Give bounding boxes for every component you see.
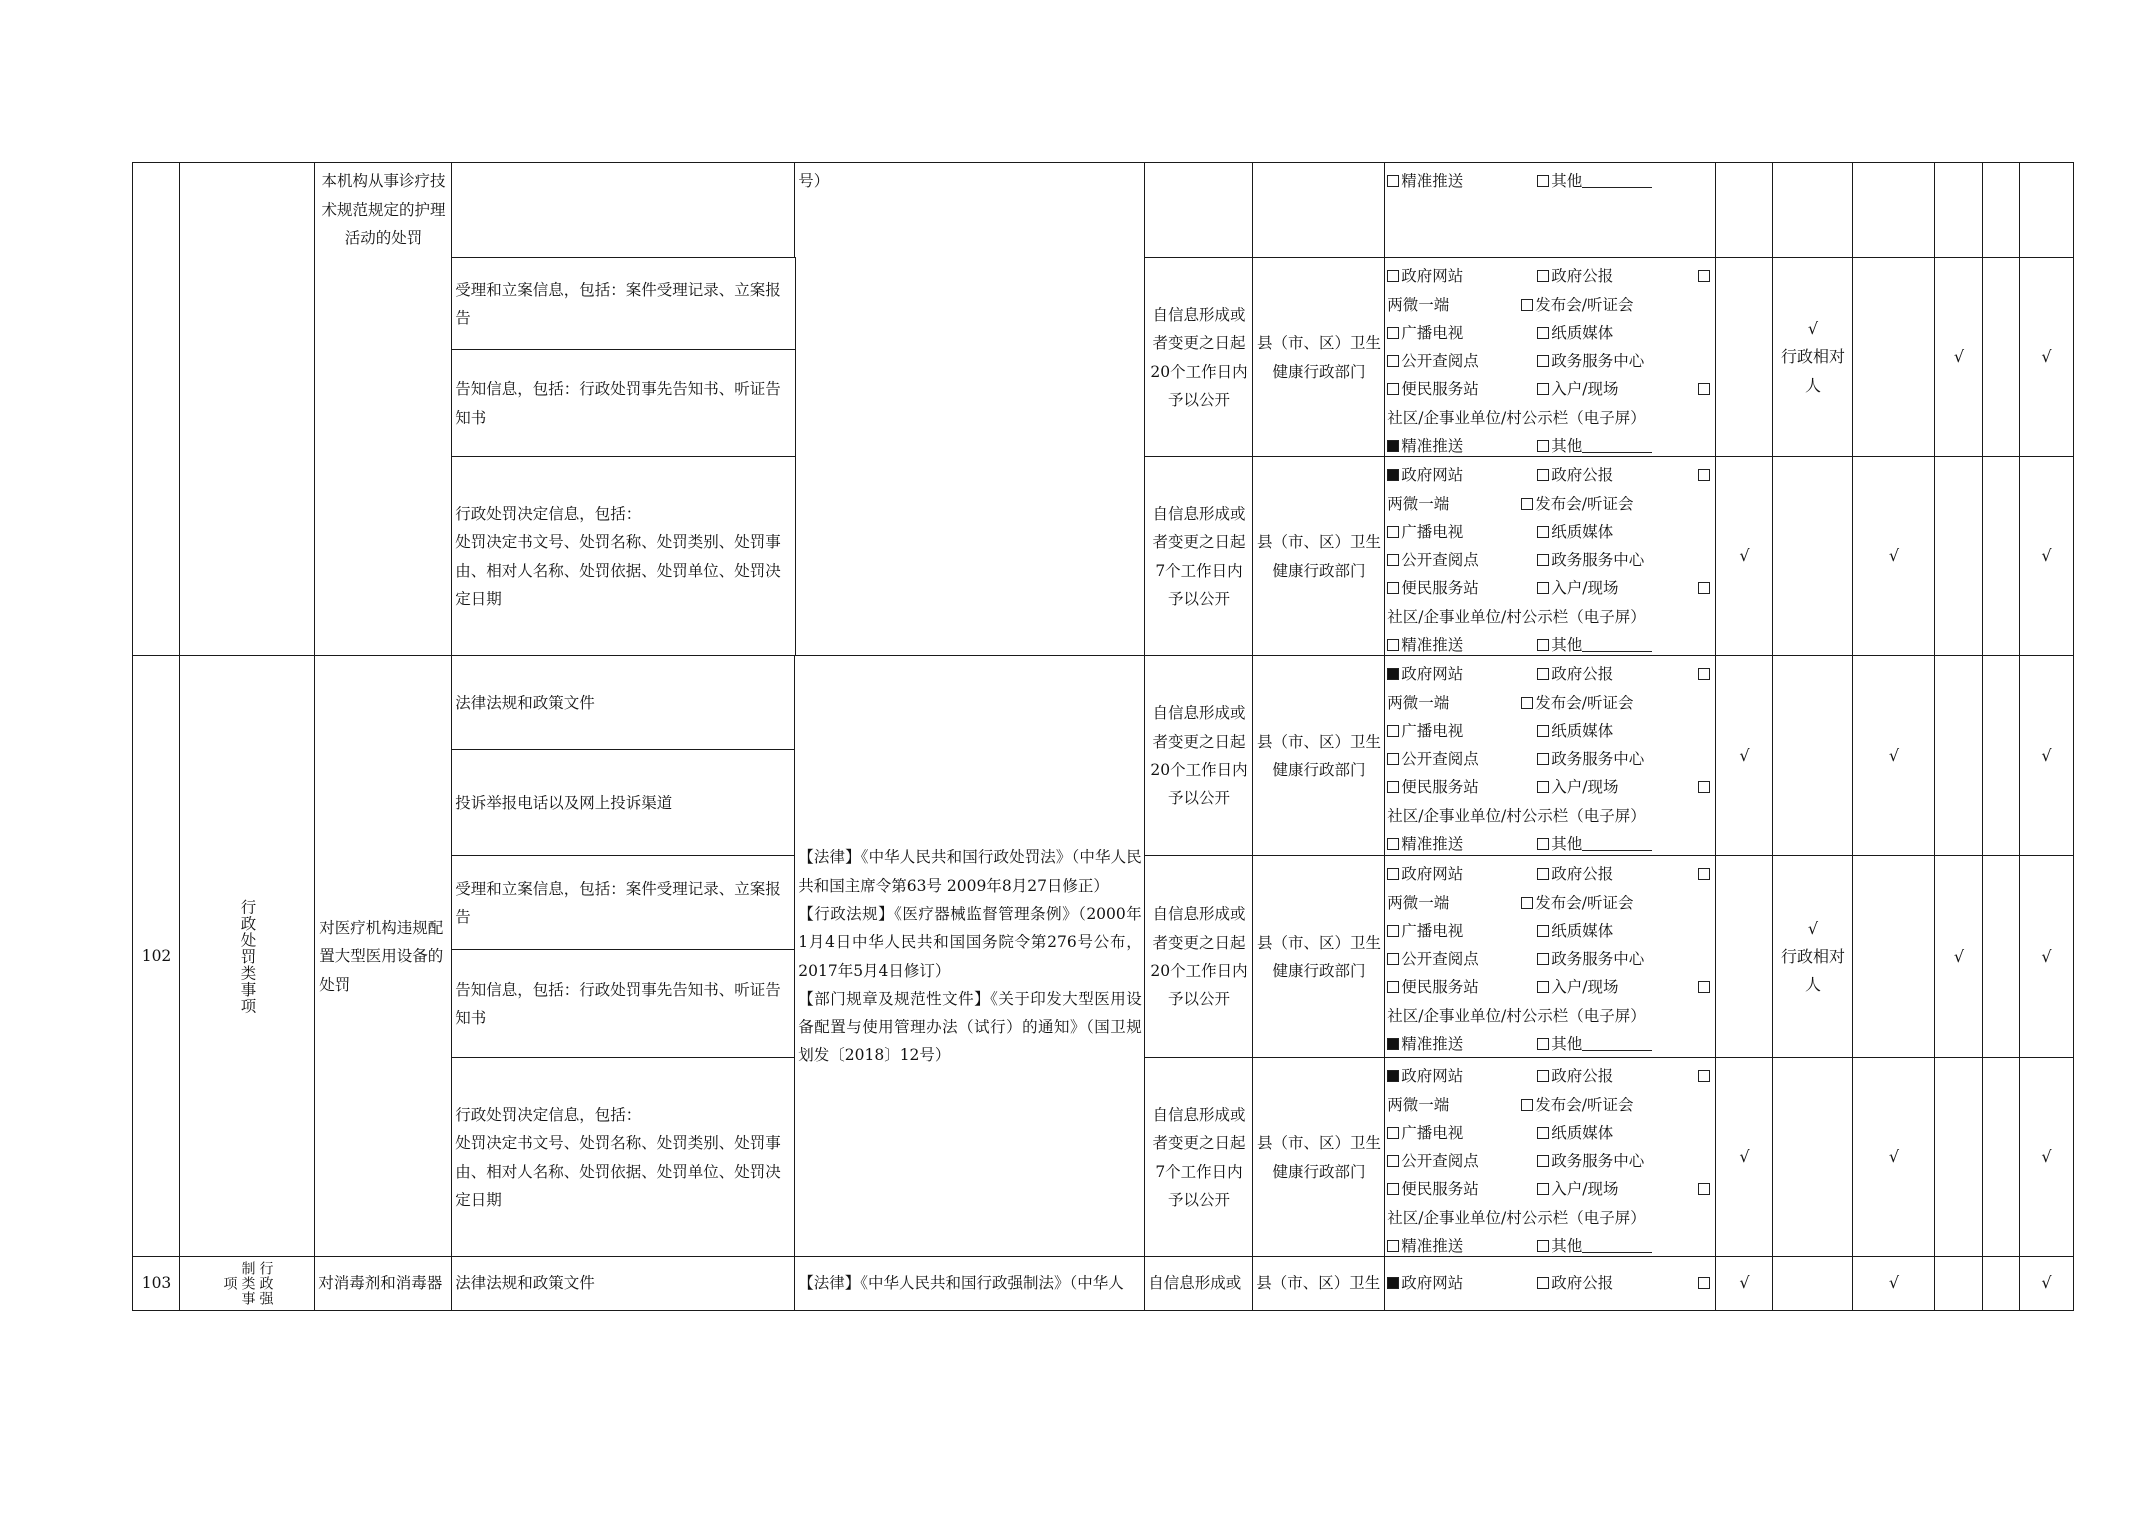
r102-g2-check-col-3	[1852, 1057, 1936, 1258]
label-board: 社区/企事业单位/村公示栏（电子屏）	[1387, 1006, 1646, 1025]
checkbox-press[interactable]	[1521, 697, 1533, 709]
r103-check-col-3	[1852, 1256, 1936, 1311]
checkbox-service-center[interactable]	[1537, 953, 1549, 965]
prev-channel-cell-0	[1384, 162, 1717, 259]
r102-g0-check-col-5	[1982, 655, 2021, 857]
label-broadcast: 广播电视	[1401, 522, 1464, 541]
label-broadcast: 广播电视	[1401, 721, 1464, 740]
label-website: 政府网站	[1401, 1274, 1464, 1293]
prev-content-cell-3	[451, 456, 796, 657]
prev-subject-cell-b	[1252, 456, 1386, 657]
checkbox-broadcast[interactable]	[1387, 327, 1399, 339]
label-gazette: 政府公报	[1551, 267, 1614, 286]
label-paper: 纸质媒体	[1551, 721, 1614, 740]
r102-g1-check-col-1	[1715, 855, 1774, 1059]
r103-check-col-2	[1772, 1256, 1854, 1311]
r102-time-cell-0	[1144, 655, 1254, 857]
prev-rb-check-col-5	[1982, 456, 2021, 657]
r102-content-cell-1	[451, 749, 796, 857]
label-wechat: 两微一端	[1387, 295, 1450, 314]
label-visit: 入户/现场	[1551, 778, 1619, 797]
r102-g0-check-col-3	[1852, 655, 1936, 857]
checkbox-service-center[interactable]	[1537, 1155, 1549, 1167]
checkbox-website[interactable]	[1387, 469, 1399, 481]
label-website: 政府网站	[1401, 865, 1464, 884]
prev-r0-check-col-6	[2019, 162, 2074, 259]
checkbox-gazette[interactable]	[1537, 469, 1549, 481]
checkbox-broadcast[interactable]	[1387, 1127, 1399, 1139]
checkbox-wechat[interactable]	[1698, 270, 1710, 282]
checkbox-reading[interactable]	[1387, 753, 1399, 765]
other-blank-line[interactable]	[1582, 637, 1652, 652]
checkbox-visit[interactable]	[1537, 781, 1549, 793]
r102-channel-cell-0	[1384, 655, 1717, 857]
check-mark: √	[2041, 546, 2052, 566]
check-mark: √	[1888, 745, 1900, 765]
checkbox-convenience[interactable]	[1387, 1183, 1399, 1195]
checkbox-push[interactable]	[1387, 1038, 1399, 1050]
check-mark: √	[1739, 1273, 1750, 1293]
r103-item-name-cell	[314, 1256, 453, 1311]
check-mark: √	[1739, 546, 1750, 566]
checkbox-push[interactable]	[1387, 1240, 1399, 1252]
checkbox-other[interactable]	[1537, 1038, 1549, 1050]
prev-subject-cell-0	[1252, 162, 1386, 259]
publish-channel-list	[1385, 163, 1716, 258]
checkbox-service-center[interactable]	[1537, 355, 1549, 367]
checkbox-broadcast[interactable]	[1387, 725, 1399, 737]
r102-seq-cell	[132, 655, 181, 1258]
r102-content-cell-0	[451, 655, 796, 751]
prev-ra-check-col-1	[1715, 257, 1774, 458]
prev-r0-check-col-1	[1715, 162, 1774, 259]
r102-g0-check-col-4	[1934, 655, 1984, 857]
r102-g1-check-col-2	[1772, 855, 1854, 1059]
label-reading: 公开查阅点	[1401, 950, 1479, 969]
checkbox-convenience[interactable]	[1387, 582, 1399, 594]
other-blank-line[interactable]	[1582, 836, 1652, 851]
check-mark: √	[2041, 347, 2052, 367]
checkbox-reading[interactable]	[1387, 1155, 1399, 1167]
label-press: 发布会/听证会	[1535, 295, 1634, 314]
prev-r0-check-col-5	[1982, 162, 2021, 259]
r102-g1-check-col-5	[1982, 855, 2021, 1059]
checkbox-service-center[interactable]	[1537, 753, 1549, 765]
label-push: 精准推送	[1401, 835, 1464, 854]
checkbox-wechat[interactable]	[1698, 1070, 1710, 1082]
item-name: 对消毒剂和消毒器	[318, 1274, 443, 1293]
r102-basis-cell	[794, 655, 1146, 1258]
label-push: 精准推送	[1401, 636, 1464, 655]
r102-channel-cell-1	[1384, 855, 1717, 1059]
prev-time-cell-a	[1144, 257, 1254, 458]
check-mark: √ 行政相对人	[1780, 918, 1845, 995]
r102-subject-cell-1	[1252, 855, 1386, 1059]
r103-seq-cell	[132, 1256, 181, 1311]
disclosure-time: 自信息形成或者变更之日起7个工作日内予以公开	[1152, 1105, 1246, 1209]
checkbox-wechat[interactable]	[1698, 868, 1710, 880]
r102-g0-check-col-6	[2019, 655, 2074, 857]
publish-channel-list	[1385, 1257, 1716, 1310]
checkbox-website[interactable]	[1387, 668, 1399, 680]
checkbox-service-center[interactable]	[1537, 554, 1549, 566]
r103-check-col-1	[1715, 1256, 1774, 1311]
r103-channel-cell	[1384, 1256, 1717, 1311]
prev-rb-check-col-1	[1715, 456, 1774, 657]
prev-ra-check-col-4	[1934, 257, 1984, 458]
label-service-center: 政务服务中心	[1551, 551, 1645, 570]
other-blank-line[interactable]	[1582, 1238, 1652, 1253]
label-website: 政府网站	[1401, 466, 1464, 485]
label-board: 社区/企事业单位/村公示栏（电子屏）	[1387, 408, 1646, 427]
label-reading: 公开查阅点	[1401, 352, 1479, 371]
check-mark: √	[2041, 946, 2052, 966]
r102-channel-cell-2	[1384, 1057, 1717, 1258]
label-wechat: 两微一端	[1387, 1095, 1450, 1114]
checkbox-press[interactable]	[1521, 299, 1533, 311]
checkbox-broadcast[interactable]	[1387, 526, 1399, 538]
checkbox-paper[interactable]	[1537, 925, 1549, 937]
checkbox-reading[interactable]	[1387, 355, 1399, 367]
r103-content-cell	[451, 1256, 796, 1311]
legal-basis: 【法律】《中华人民共和国行政处罚法》（中华人民共和国主席令第63号 2009年8月27日修正） 【行政法规】《医疗器械监督管理条例》（2000年1月4日中华人民共和国国务院令第276号公布，2017年5月4日修订） 【部门规章及规范性文件】《关于印发大型医用设备配置与使用管理办法（试行）的通知》（国卫规划发〔2018〕12号）	[798, 848, 1142, 1065]
checkbox-other[interactable]	[1537, 440, 1549, 452]
r102-g0-check-col-1	[1715, 655, 1774, 857]
other-blank-line[interactable]	[1582, 438, 1652, 453]
disclosure-content: 受理和立案信息，包括：案件受理记录、立案报告	[455, 879, 781, 926]
prev-ra-check-col-5	[1982, 257, 2021, 458]
checkbox-paper[interactable]	[1537, 526, 1549, 538]
disclosure-content: 受理和立案信息，包括：案件受理记录、立案报告	[455, 280, 781, 327]
r103-basis-cell	[794, 1256, 1146, 1311]
r103-subject-cell	[1252, 1256, 1386, 1311]
r103-category-cell	[179, 1256, 316, 1311]
label-board: 社区/企事业单位/村公示栏（电子屏）	[1387, 806, 1646, 825]
label-paper: 纸质媒体	[1551, 921, 1614, 940]
label-paper: 纸质媒体	[1551, 323, 1614, 342]
label-press: 发布会/听证会	[1535, 693, 1634, 712]
prev-subject-cell-a	[1252, 257, 1386, 458]
label-service-center: 政务服务中心	[1551, 750, 1645, 769]
checkbox-board[interactable]	[1698, 981, 1710, 993]
disclosure-content: 投诉举报电话以及网上投诉渠道	[455, 793, 673, 812]
disclosure-content: 法律法规和政策文件	[455, 1274, 595, 1293]
checkbox-gazette[interactable]	[1537, 1070, 1549, 1082]
r102-g2-check-col-4	[1934, 1057, 1984, 1258]
label-other: 其他	[1551, 636, 1583, 655]
check-mark: √	[2041, 745, 2052, 765]
prev-basis-cell	[794, 162, 1146, 657]
checkbox-gazette[interactable]	[1537, 668, 1549, 680]
checkbox-website[interactable]	[1387, 1070, 1399, 1082]
prev-channel-cell-b	[1384, 456, 1717, 657]
checkbox-visit[interactable]	[1537, 582, 1549, 594]
checkbox-website[interactable]	[1387, 1277, 1399, 1289]
label-press: 发布会/听证会	[1535, 1095, 1634, 1114]
label-other: 其他	[1551, 172, 1583, 191]
check-mark: √	[1953, 946, 1965, 966]
check-mark: √	[1953, 347, 1965, 367]
r102-g1-check-col-6	[2019, 855, 2074, 1059]
checkbox-other[interactable]	[1537, 639, 1549, 651]
checkbox-push[interactable]	[1387, 639, 1399, 651]
check-mark: √	[2041, 1147, 2052, 1167]
checkbox-reading[interactable]	[1387, 953, 1399, 965]
prev-rb-check-col-6	[2019, 456, 2074, 657]
label-broadcast: 广播电视	[1401, 323, 1464, 342]
r102-g2-check-col-5	[1982, 1057, 2021, 1258]
checkbox-board[interactable]	[1698, 383, 1710, 395]
r102-time-cell-2	[1144, 1057, 1254, 1258]
prev-rb-check-col-2	[1772, 456, 1854, 657]
label-website: 政府网站	[1401, 267, 1464, 286]
checkbox-convenience[interactable]	[1387, 981, 1399, 993]
r103-check-col-6	[2019, 1256, 2074, 1311]
publish-channel-list	[1385, 258, 1716, 457]
r102-g0-check-col-2	[1772, 655, 1854, 857]
other-blank-line[interactable]	[1582, 173, 1652, 188]
checkbox-broadcast[interactable]	[1387, 925, 1399, 937]
disclosure-subject: 县（市、区）卫生健康行政部门	[1256, 533, 1381, 580]
item-category: 行政处罚类事项	[238, 898, 257, 1015]
checkbox-push[interactable]	[1387, 175, 1399, 187]
checkbox-press[interactable]	[1521, 498, 1533, 510]
checkbox-push[interactable]	[1387, 838, 1399, 850]
label-website: 政府网站	[1401, 665, 1464, 684]
prev-rb-check-col-4	[1934, 456, 1984, 657]
row-number: 103	[141, 1274, 172, 1293]
label-paper: 纸质媒体	[1551, 522, 1614, 541]
check-mark: √ 行政相对人	[1780, 319, 1845, 395]
label-convenience: 便民服务站	[1401, 1180, 1479, 1199]
label-push: 精准推送	[1401, 437, 1464, 456]
disclosure-time: 自信息形成或者变更之日起20个工作日内予以公开	[1150, 305, 1248, 409]
r102-g2-check-col-1	[1715, 1057, 1774, 1258]
check-mark: √	[1888, 1147, 1900, 1167]
item-category: 行政强制类事项	[221, 1261, 274, 1306]
label-convenience: 便民服务站	[1401, 380, 1479, 399]
prev-r0-check-col-3	[1852, 162, 1936, 259]
r102-subject-cell-2	[1252, 1057, 1386, 1258]
check-mark: √	[1888, 1273, 1900, 1293]
checkbox-reading[interactable]	[1387, 554, 1399, 566]
checkbox-other[interactable]	[1537, 838, 1549, 850]
prev-channel-cell-a	[1384, 257, 1717, 458]
disclosure-time: 自信息形成或者变更之日起20个工作日内予以公开	[1150, 704, 1248, 808]
label-service-center: 政务服务中心	[1551, 950, 1645, 969]
checkbox-gazette[interactable]	[1537, 270, 1549, 282]
disclosure-subject: 县（市、区）卫生健康行政部门	[1256, 1134, 1381, 1181]
disclosure-content: 告知信息，包括：行政处罚事先告知书、听证告知书	[455, 980, 781, 1027]
label-wechat: 两微一端	[1387, 693, 1450, 712]
r102-g1-check-col-3	[1852, 855, 1936, 1059]
prev-r0-check-col-2	[1772, 162, 1854, 259]
label-gazette: 政府公报	[1551, 1274, 1614, 1293]
label-convenience: 便民服务站	[1401, 579, 1479, 598]
label-press: 发布会/听证会	[1535, 893, 1634, 912]
prev-ra-check-col-2	[1772, 257, 1854, 458]
publish-channel-list	[1385, 856, 1716, 1058]
r102-item-name-cell	[314, 655, 453, 1258]
prev-content-cell-1	[451, 257, 796, 351]
disclosure-subject: 县（市、区）卫生健康行政部门	[1256, 732, 1381, 779]
r102-subject-cell-0	[1252, 655, 1386, 857]
label-visit: 入户/现场	[1551, 380, 1619, 399]
disclosure-subject: 县（市、区）卫生	[1256, 1274, 1381, 1293]
disclosure-time: 自信息形成或者变更之日起7个工作日内予以公开	[1152, 504, 1246, 608]
checkbox-website[interactable]	[1387, 868, 1399, 880]
check-mark: √	[2041, 1273, 2052, 1293]
disclosure-content: 告知信息，包括：行政处罚事先告知书、听证告知书	[455, 380, 781, 427]
prev-rb-check-col-3	[1852, 456, 1936, 657]
checkbox-other[interactable]	[1537, 1240, 1549, 1252]
label-push: 精准推送	[1401, 1237, 1464, 1256]
checkbox-website[interactable]	[1387, 270, 1399, 282]
prev-r0-check-col-4	[1934, 162, 1984, 259]
prev-ra-check-col-6	[2019, 257, 2074, 458]
label-gazette: 政府公报	[1551, 1067, 1614, 1086]
checkbox-paper[interactable]	[1537, 327, 1549, 339]
disclosure-content: 行政处罚决定信息，包括： 处罚决定书文号、处罚名称、处罚类别、处罚事由、相对人名称、处罚依据、处罚单位、处罚决定日期	[455, 1105, 781, 1209]
prev-time-cell-b	[1144, 456, 1254, 657]
checkbox-push[interactable]	[1387, 440, 1399, 452]
checkbox-wechat[interactable]	[1698, 668, 1710, 680]
label-reading: 公开查阅点	[1401, 1152, 1479, 1171]
prev-time-cell-0	[1144, 162, 1254, 259]
checkbox-convenience[interactable]	[1387, 781, 1399, 793]
label-visit: 入户/现场	[1551, 579, 1619, 598]
disclosure-subject: 县（市、区）卫生健康行政部门	[1256, 334, 1381, 381]
label-service-center: 政务服务中心	[1551, 1152, 1645, 1171]
disclosure-time: 自信息形成或者变更之日起20个工作日内予以公开	[1150, 905, 1248, 1009]
legal-basis: 号）	[798, 172, 830, 191]
r102-content-cell-2	[451, 855, 796, 951]
label-service-center: 政务服务中心	[1551, 352, 1645, 371]
label-gazette: 政府公报	[1551, 865, 1614, 884]
checkbox-press[interactable]	[1521, 1099, 1533, 1111]
disclosure-content: 法律法规和政策文件	[455, 693, 595, 712]
label-convenience: 便民服务站	[1401, 778, 1479, 797]
checkbox-convenience[interactable]	[1387, 383, 1399, 395]
label-other: 其他	[1551, 1237, 1583, 1256]
checkbox-visit[interactable]	[1537, 1183, 1549, 1195]
label-website: 政府网站	[1401, 1067, 1464, 1086]
checkbox-press[interactable]	[1521, 897, 1533, 909]
label-other: 其他	[1551, 1035, 1583, 1054]
label-gazette: 政府公报	[1551, 466, 1614, 485]
label-board: 社区/企事业单位/村公示栏（电子屏）	[1387, 1208, 1646, 1227]
label-visit: 入户/现场	[1551, 978, 1619, 997]
r102-content-cell-4	[451, 1057, 796, 1258]
checkbox-paper[interactable]	[1537, 725, 1549, 737]
label-push: 精准推送	[1401, 172, 1464, 191]
check-mark: √	[1739, 745, 1750, 765]
checkbox-board[interactable]	[1698, 781, 1710, 793]
checkbox-wechat[interactable]	[1698, 469, 1710, 481]
item-name: 对医疗机构违规配置大型医用设备的处罚	[319, 919, 444, 994]
check-mark: √	[1739, 1147, 1750, 1167]
r102-time-cell-1	[1144, 855, 1254, 1059]
label-wechat: 两微一端	[1387, 494, 1450, 513]
check-mark: √	[1888, 546, 1900, 566]
prev-category-cell	[179, 162, 316, 657]
item-name: 本机构从事诊疗技术规范规定的护理活动的处罚	[321, 172, 446, 247]
label-other: 其他	[1551, 437, 1583, 456]
r103-check-col-5	[1982, 1256, 2021, 1311]
prev-seq-cell	[132, 162, 181, 657]
label-push: 精准推送	[1401, 1035, 1464, 1054]
publish-channel-list	[1385, 1058, 1716, 1257]
disclosure-time: 自信息形成或	[1148, 1274, 1242, 1293]
r102-g1-check-col-4	[1934, 855, 1984, 1059]
prev-content-cell-0	[451, 162, 796, 259]
checkbox-gazette[interactable]	[1537, 868, 1549, 880]
checkbox-wechat[interactable]	[1698, 1277, 1710, 1289]
prev-item-name-cell	[314, 162, 453, 657]
checkbox-other[interactable]	[1537, 175, 1549, 187]
r102-g2-check-col-6	[2019, 1057, 2074, 1258]
checkbox-visit[interactable]	[1537, 981, 1549, 993]
label-wechat: 两微一端	[1387, 893, 1450, 912]
r102-content-cell-3	[451, 949, 796, 1059]
label-paper: 纸质媒体	[1551, 1123, 1614, 1142]
prev-content-cell-2	[451, 349, 796, 458]
label-visit: 入户/现场	[1551, 1180, 1619, 1199]
label-broadcast: 广播电视	[1401, 921, 1464, 940]
checkbox-board[interactable]	[1698, 582, 1710, 594]
disclosure-content: 行政处罚决定信息，包括： 处罚决定书文号、处罚名称、处罚类别、处罚事由、相对人名称、处罚依据、处罚单位、处罚决定日期	[455, 504, 781, 608]
checkbox-visit[interactable]	[1537, 383, 1549, 395]
label-board: 社区/企事业单位/村公示栏（电子屏）	[1387, 607, 1646, 626]
legal-basis: 【法律】《中华人民共和国行政强制法》（中华人	[798, 1274, 1124, 1293]
label-gazette: 政府公报	[1551, 665, 1614, 684]
r102-category-cell	[179, 655, 316, 1258]
label-press: 发布会/听证会	[1535, 494, 1634, 513]
prev-ra-check-col-3	[1852, 257, 1936, 458]
other-blank-line[interactable]	[1582, 1036, 1652, 1051]
r103-time-cell	[1144, 1256, 1254, 1311]
label-reading: 公开查阅点	[1401, 551, 1479, 570]
r102-g2-check-col-2	[1772, 1057, 1854, 1258]
label-convenience: 便民服务站	[1401, 978, 1479, 997]
checkbox-paper[interactable]	[1537, 1127, 1549, 1139]
disclosure-subject: 县（市、区）卫生健康行政部门	[1256, 933, 1381, 980]
row-number: 102	[141, 947, 172, 966]
publish-channel-list	[1385, 457, 1716, 656]
r103-check-col-4	[1934, 1256, 1984, 1311]
publish-channel-list	[1385, 656, 1716, 856]
checkbox-board[interactable]	[1698, 1183, 1710, 1195]
checkbox-gazette[interactable]	[1537, 1277, 1549, 1289]
label-broadcast: 广播电视	[1401, 1123, 1464, 1142]
label-other: 其他	[1551, 835, 1583, 854]
label-reading: 公开查阅点	[1401, 750, 1479, 769]
